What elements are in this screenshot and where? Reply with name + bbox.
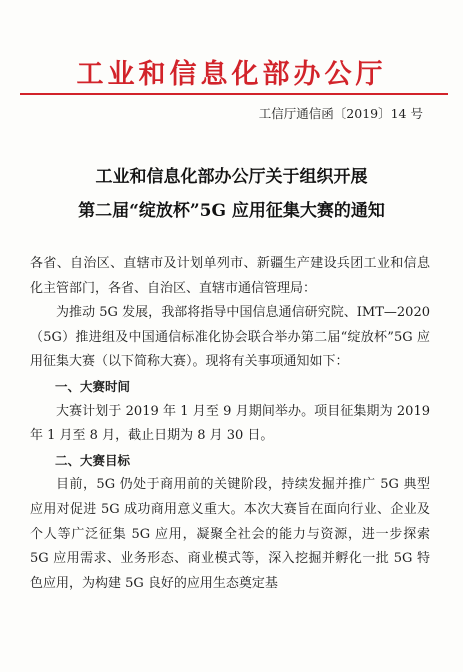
recipients-paragraph: 各省、自治区、直辖市及计划单列市、新疆生产建设兵团工业和信息化主管部门，各省、自治区、直辖市通信管理局： — [30, 256, 430, 296]
document-body — [30, 252, 430, 596]
intro-paragraph: 为推动 5G 发展，我部将指导中国信息通信研究院、IMT—2020（5G）推进组及中国通信标准化协会联合举办第二届“绽放杯”5G 应用征集大赛（以下简称大赛）。现将有关事项通知如下： — [30, 305, 430, 370]
red-divider-line — [20, 93, 448, 95]
section-heading-goal: 二、大赛目标 — [55, 452, 131, 468]
section-text-time: 大赛计划于 2019 年 1 月至 9 月期间举办。项目征集期为 2019 年 1 月至 8 月，截止日期为 8 月 30 日。 — [30, 403, 430, 444]
notice-title-line1: 工业和信息化部办公厅关于组织开展 — [95, 167, 368, 187]
section-heading-time: 一、大赛时间 — [55, 378, 131, 394]
section-text-goal: 目前，5G 仍处于商用前的关键阶段，持续发掘并推广 5G 典型应用对促进 5G 成功商用意义重大。本次大赛旨在面向行业、企业及个人等广泛征集 5G 应用，凝聚全社会的能力与资源，进一步探索 5G 应用需求、业务形态、商业模式等，深入挖掘并孵化一批 5G 特色应用，为构建 5G 良好的应用生态奠定基 — [30, 477, 430, 591]
issuer-header: 工业和信息化部办公厅 — [76, 59, 387, 90]
notice-title-line2: 第二届“绽放杯”5G 应用征集大赛的通知 — [78, 201, 385, 221]
document-number: 工信厅通信函〔2019〕14 号 — [258, 106, 423, 121]
